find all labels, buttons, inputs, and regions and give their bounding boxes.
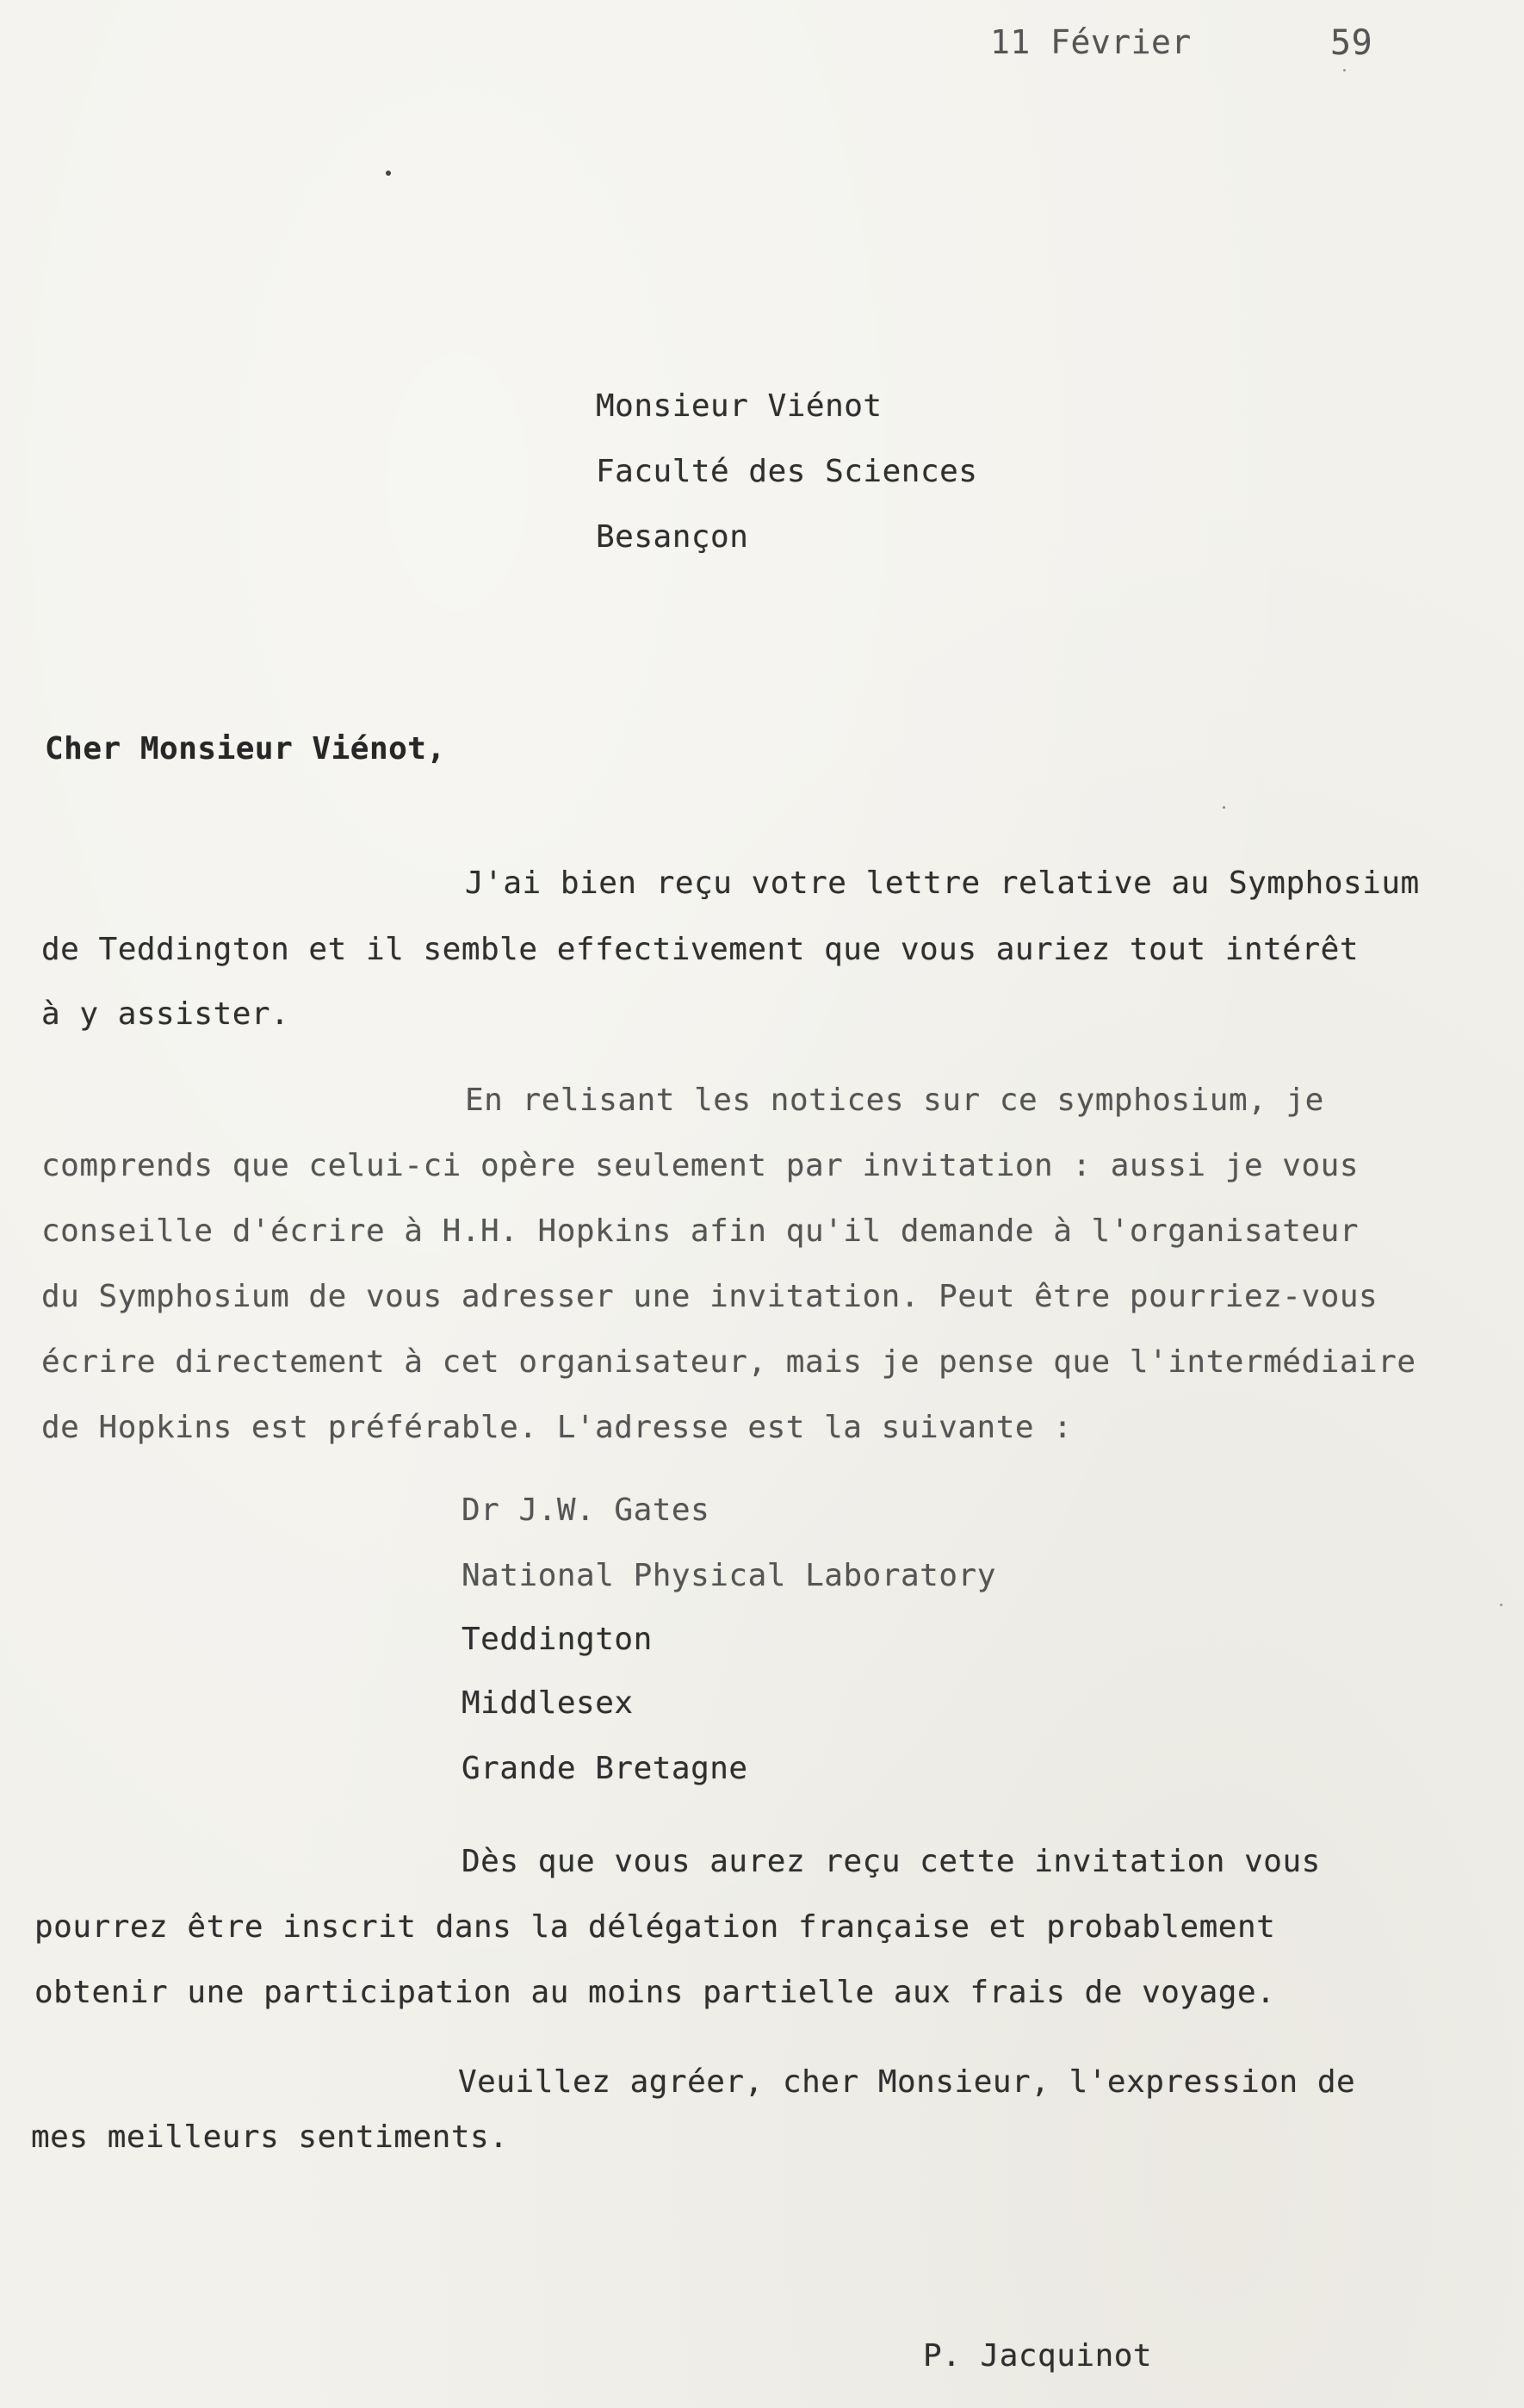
- paragraph-2-line-5: écrire directement à cet organisateur, mais je pense que l'intermédiaire: [41, 1344, 1416, 1380]
- paragraph-2-line-1: En relisant les notices sur ce symphosium, je: [465, 1083, 1324, 1118]
- paragraph-2-line-4: du Symphosium de vous adresser une invitation. Peut être pourriez-vous: [41, 1279, 1378, 1314]
- paragraph-1-line-2: de Teddington et il semble effectivement que vous auriez tout intérêt: [41, 932, 1359, 967]
- letter-date: 11 Février: [990, 23, 1192, 61]
- signature: P. Jacquinot: [923, 2338, 1153, 2374]
- paper-speck: [1343, 69, 1346, 71]
- paragraph-4-line-2: mes meilleurs sentiments.: [31, 2119, 509, 2155]
- paragraph-3-line-1: Dès que vous aurez reçu cette invitation vous: [462, 1844, 1321, 1879]
- paragraph-2-line-6: de Hopkins est préférable. L'adresse est la suivante :: [41, 1410, 1073, 1445]
- address-town: Teddington: [462, 1622, 653, 1657]
- letter-year: 59: [1330, 23, 1373, 63]
- paragraph-3-line-2: pourrez être inscrit dans la délégation française et probablement: [34, 1909, 1276, 1945]
- recipient-name: Monsieur Viénot: [596, 388, 883, 424]
- paragraph-4-line-1: Veuillez agréer, cher Monsieur, l'expression de: [458, 2064, 1356, 2100]
- paper-speck: [1500, 1604, 1502, 1606]
- address-country: Grande Bretagne: [462, 1751, 748, 1786]
- paragraph-2-line-2: comprends que celui-ci opère seulement par invitation : aussi je vous: [41, 1148, 1359, 1183]
- recipient-institution: Faculté des Sciences: [596, 454, 978, 489]
- address-name: Dr J.W. Gates: [462, 1493, 710, 1528]
- paper-speck: [386, 171, 391, 176]
- paragraph-2-line-3: conseille d'écrire à H.H. Hopkins afin qu'il demande à l'organisateur: [41, 1213, 1359, 1249]
- salutation: Cher Monsieur Viénot,: [45, 731, 446, 766]
- paragraph-1-line-1: J'ai bien reçu votre lettre relative au Symphosium: [465, 866, 1420, 901]
- paper-speck: [1223, 806, 1225, 809]
- address-county: Middlesex: [462, 1685, 634, 1721]
- address-laboratory: National Physical Laboratory: [462, 1558, 996, 1593]
- recipient-city: Besançon: [596, 519, 749, 555]
- paragraph-3-line-3: obtenir une participation au moins partielle aux frais de voyage.: [34, 1975, 1276, 2010]
- paragraph-1-line-3: à y assister.: [41, 996, 290, 1032]
